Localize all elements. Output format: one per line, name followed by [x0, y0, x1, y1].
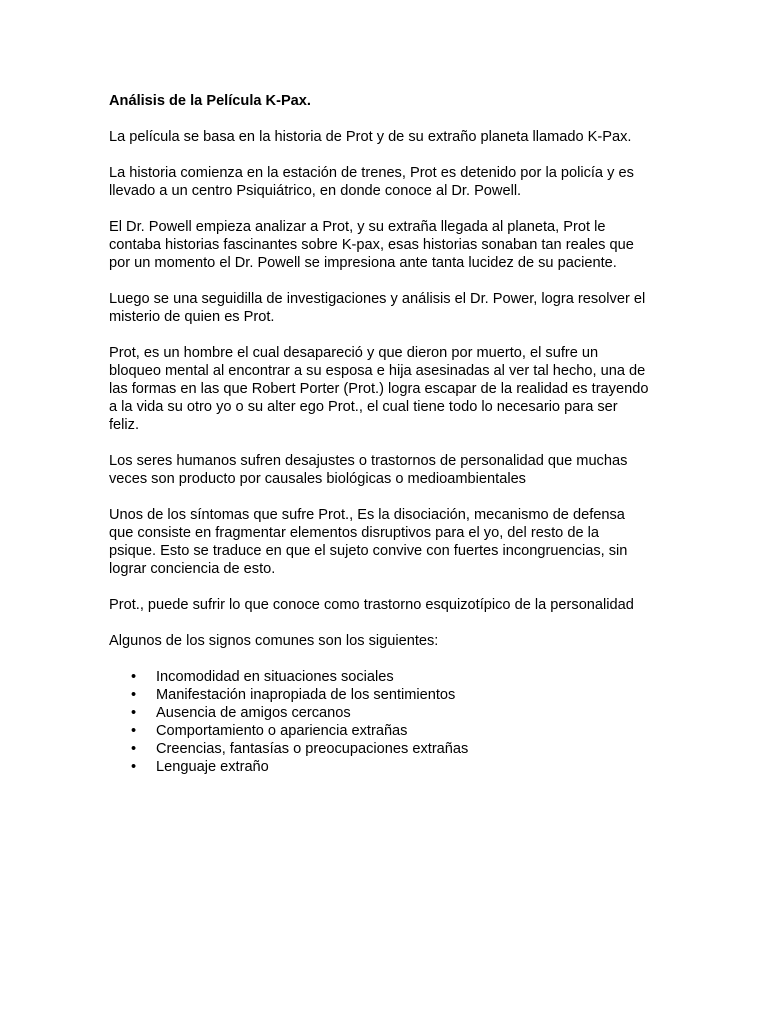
- list-item-text: Lenguaje extraño: [156, 759, 269, 775]
- list-item: [109, 704, 649, 722]
- bullet-icon: •: [131, 705, 137, 721]
- list-item: [109, 686, 649, 704]
- document-body: [109, 92, 649, 776]
- bullet-icon: •: [131, 741, 137, 757]
- bullet-icon: •: [131, 687, 137, 703]
- symptom-list: [109, 668, 649, 776]
- list-item-text: Comportamiento o apariencia extrañas: [156, 723, 408, 739]
- list-item: [109, 668, 649, 686]
- list-item: [109, 758, 649, 776]
- paragraph: La historia comienza en la estación de trenes, Prot es detenido por la policía y es llevado a un centro Psiquiátrico, en donde conoce al Dr. Powell.: [109, 165, 634, 199]
- paragraph: Unos de los síntomas que sufre Prot., Es la disociación, mecanismo de defensa que consiste en fragmentar elementos disruptivos para el yo, del resto de la psique. Esto se traduce en que el sujeto convive con fuertes incongruencias, sin lograr conciencia de esto.: [109, 507, 628, 577]
- list-item: [109, 722, 649, 740]
- list-item-text: Manifestación inapropiada de los sentimientos: [156, 687, 456, 703]
- list-intro: Algunos de los signos comunes son los siguientes:: [109, 633, 439, 649]
- paragraph: El Dr. Powell empieza analizar a Prot, y su extraña llegada al planeta, Prot le contaba historias fascinantes sobre K-pax, esas historias sonaban tan reales que por un momento el Dr. Powell se impresiona ante tanta lucidez de su paciente.: [109, 219, 634, 271]
- document-title: Análisis de la Película K-Pax.: [109, 93, 311, 109]
- list-item-text: Ausencia de amigos cercanos: [156, 705, 351, 721]
- paragraph: Prot., puede sufrir lo que conoce como trastorno esquizotípico de la personalidad: [109, 597, 634, 613]
- bullet-icon: •: [131, 723, 137, 739]
- list-item: [109, 740, 649, 758]
- paragraph: Los seres humanos sufren desajustes o trastornos de personalidad que muchas veces son producto por causales biológicas o medioambientales: [109, 453, 628, 487]
- paragraph: Prot, es un hombre el cual desapareció y que dieron por muerto, el sufre un bloqueo mental al encontrar a su esposa e hija asesinadas al ver tal hecho, una de las formas en las que Robert Porter (Prot.) logra escapar de la realidad es trayendo a la vida su otro yo o su alter ego Prot., el cual tiene todo lo necesario para ser feliz.: [109, 345, 649, 433]
- list-item-text: Incomodidad en situaciones sociales: [156, 669, 394, 685]
- bullet-icon: •: [131, 759, 137, 775]
- bullet-icon: •: [131, 669, 137, 685]
- paragraph: La película se basa en la historia de Prot y de su extraño planeta llamado K-Pax.: [109, 129, 632, 145]
- list-item-text: Creencias, fantasías o preocupaciones extrañas: [156, 741, 469, 757]
- paragraph: Luego se una seguidilla de investigaciones y análisis el Dr. Power, logra resolver el misterio de quien es Prot.: [109, 291, 646, 325]
